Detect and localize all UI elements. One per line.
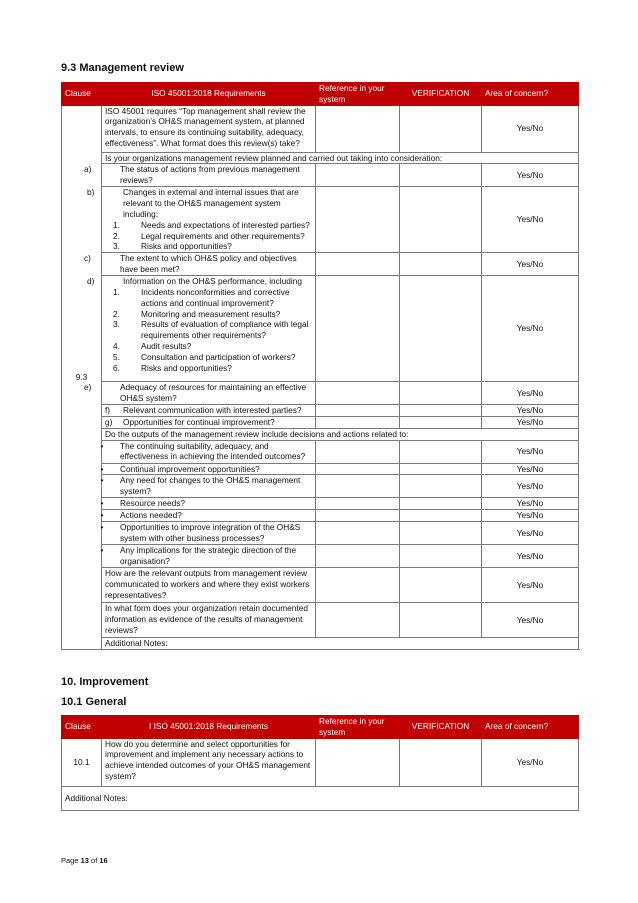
verification-field[interactable] <box>400 498 482 510</box>
bullet-item: • Continual improvement opportunities? <box>102 463 316 475</box>
verification-field[interactable] <box>400 253 482 276</box>
clause-cell: 9.3 <box>62 105 102 649</box>
bullet-item: • The continuing suitability, adequacy, and effectiveness in achieving the intended outcomes? <box>102 440 316 463</box>
table-row <box>62 521 579 544</box>
table-row <box>62 428 579 440</box>
verification-field[interactable] <box>400 521 482 544</box>
header-requirements: I ISO 45001:2018 Requirements <box>102 716 316 739</box>
area-of-concern-field[interactable]: Yes/No <box>482 416 579 428</box>
table-row <box>62 105 579 152</box>
table-row <box>62 510 579 522</box>
verification-field[interactable] <box>400 276 482 382</box>
header-requirements: ISO 45001:2018 Requirements <box>102 83 316 106</box>
reference-field[interactable] <box>316 382 400 405</box>
additional-notes[interactable]: Additional Notes: <box>102 637 579 649</box>
verification-field[interactable] <box>400 544 482 567</box>
verification-field[interactable] <box>400 602 482 637</box>
section-title-10: 10. Improvement <box>61 676 149 688</box>
item-c: c) The extent to which OH&S policy and objectives have been met? <box>102 253 316 276</box>
table-row <box>62 152 579 164</box>
bullet-item: • Opportunities to improve integration of the OH&S system with other business processes? <box>102 521 316 544</box>
area-of-concern-field[interactable]: Yes/No <box>482 463 579 475</box>
verification-field[interactable] <box>400 567 482 602</box>
page-footer: Page 13 of 16 <box>61 856 108 865</box>
additional-notes[interactable]: Additional Notes: <box>62 786 579 810</box>
reference-field[interactable] <box>316 544 400 567</box>
area-of-concern-field[interactable]: Yes/No <box>482 253 579 276</box>
area-of-concern-field[interactable]: Yes/No <box>482 105 579 152</box>
table-row <box>62 738 579 786</box>
reference-field[interactable] <box>316 253 400 276</box>
reference-field[interactable] <box>316 105 400 152</box>
page-total: 16 <box>99 856 108 865</box>
header-area-of-concern: Area of concern? <box>482 83 579 106</box>
table-row <box>62 405 579 417</box>
table-row <box>62 544 579 567</box>
area-of-concern-field[interactable]: Yes/No <box>482 164 579 187</box>
reference-field[interactable] <box>316 187 400 253</box>
bullet-item: • Resource needs? <box>102 498 316 510</box>
reference-field[interactable] <box>316 521 400 544</box>
question-planned: Is your organizations management review planned and carried out taking into consideration: <box>102 152 579 164</box>
item-b: b) Changes in external and internal issues that are relevant to the OH&S management system including: 1. Needs and expectations of interested parties? 2. Legal requirements and other requirements? 3. Risks and opportunities? <box>102 187 316 253</box>
intro-text: ISO 45001 requires “Top management shall review the organization’s OH&S management system, at planned intervals, to ensure its continuing suitability, adequacy, effectiveness”. What format does this review(s) take? <box>102 105 316 152</box>
verification-field[interactable] <box>400 382 482 405</box>
question-documented-info: In what form does your organization retain documented information as evidence of the results of management reviews? <box>102 602 316 637</box>
area-of-concern-field[interactable]: Yes/No <box>482 510 579 522</box>
reference-field[interactable] <box>316 416 400 428</box>
header-reference: Reference in your system <box>316 716 400 739</box>
question-communication: How are the relevant outputs from management review communicated to workers and where they exist workers representatives? <box>102 567 316 602</box>
item-f: f) Relevant communication with interested parties? <box>102 405 316 417</box>
management-review-table <box>61 82 579 650</box>
area-of-concern-field[interactable]: Yes/No <box>482 276 579 382</box>
table-row <box>62 440 579 463</box>
table-header-row <box>62 83 579 106</box>
header-area-of-concern: Area of concern? <box>482 716 579 739</box>
area-of-concern-field[interactable]: Yes/No <box>482 187 579 253</box>
verification-field[interactable] <box>400 463 482 475</box>
item-a: a) The status of actions from previous management reviews? <box>102 164 316 187</box>
area-of-concern-field[interactable]: Yes/No <box>482 382 579 405</box>
area-of-concern-field[interactable]: Yes/No <box>482 738 579 786</box>
area-of-concern-field[interactable]: Yes/No <box>482 475 579 498</box>
table-row <box>62 276 579 382</box>
header-clause: Clause <box>62 83 102 106</box>
area-of-concern-field[interactable]: Yes/No <box>482 602 579 637</box>
area-of-concern-field[interactable]: Yes/No <box>482 498 579 510</box>
table-row <box>62 253 579 276</box>
table-row <box>62 475 579 498</box>
page-number: 13 <box>80 856 89 865</box>
question-improvement: How do you determine and select opportunities for improvement and implement any necessary actions to achieve intended outcomes of your OH&S management system? <box>102 738 316 786</box>
notes-row <box>62 637 579 649</box>
header-clause: Clause <box>62 716 102 739</box>
area-of-concern-field[interactable]: Yes/No <box>482 544 579 567</box>
header-verification: VERIFICATION <box>400 716 482 739</box>
improvement-table <box>61 715 579 811</box>
clause-cell: 10.1 <box>62 738 102 786</box>
notes-row <box>62 786 579 810</box>
reference-field[interactable] <box>316 276 400 382</box>
table-row <box>62 416 579 428</box>
header-verification: VERIFICATION <box>400 83 482 106</box>
section-title-9-3: 9.3 Management review <box>61 62 184 74</box>
table-row <box>62 602 579 637</box>
bullet-item: • Actions needed? <box>102 510 316 522</box>
reference-field[interactable] <box>316 440 400 463</box>
item-e: e) Adequacy of resources for maintaining an effective OH&S system? <box>102 382 316 405</box>
verification-field[interactable] <box>400 105 482 152</box>
area-of-concern-field[interactable]: Yes/No <box>482 567 579 602</box>
bullet-item: • Any need for changes to the OH&S management system? <box>102 475 316 498</box>
reference-field[interactable] <box>316 510 400 522</box>
verification-field[interactable] <box>400 164 482 187</box>
table-row <box>62 498 579 510</box>
question-outputs: Do the outputs of the management review include decisions and actions related to: <box>102 428 579 440</box>
verification-field[interactable] <box>400 440 482 463</box>
verification-field[interactable] <box>400 475 482 498</box>
section-subtitle-10-1: 10.1 General <box>61 696 127 708</box>
verification-field[interactable] <box>400 187 482 253</box>
reference-field[interactable] <box>316 405 400 417</box>
reference-field[interactable] <box>316 498 400 510</box>
table-row <box>62 567 579 602</box>
reference-field[interactable] <box>316 463 400 475</box>
area-of-concern-field[interactable]: Yes/No <box>482 440 579 463</box>
table-header-row <box>62 716 579 739</box>
reference-field[interactable] <box>316 738 400 786</box>
verification-field[interactable] <box>400 510 482 522</box>
header-reference: Reference in your system <box>316 83 400 106</box>
bullet-item: • Any implications for the strategic direction of the organisation? <box>102 544 316 567</box>
reference-field[interactable] <box>316 602 400 637</box>
item-d: d) Information on the OH&S performance, including 1. Incidents nonconformities and corrective actions and continual improvement? 2. Monitoring and measurement results? 3. Results of evaluation of compliance with legal requirements other requirements? 4. Audit results? 5. Consultation and participation of workers? 6. Risks and opportunities? <box>102 276 316 382</box>
reference-field[interactable] <box>316 567 400 602</box>
reference-field[interactable] <box>316 164 400 187</box>
verification-field[interactable] <box>400 405 482 417</box>
area-of-concern-field[interactable]: Yes/No <box>482 521 579 544</box>
reference-field[interactable] <box>316 475 400 498</box>
table-row <box>62 164 579 187</box>
verification-field[interactable] <box>400 416 482 428</box>
verification-field[interactable] <box>400 738 482 786</box>
item-g: g) Opportunities for continual improvement? <box>102 416 316 428</box>
table-row <box>62 382 579 405</box>
area-of-concern-field[interactable]: Yes/No <box>482 405 579 417</box>
table-row <box>62 463 579 475</box>
table-row <box>62 187 579 253</box>
